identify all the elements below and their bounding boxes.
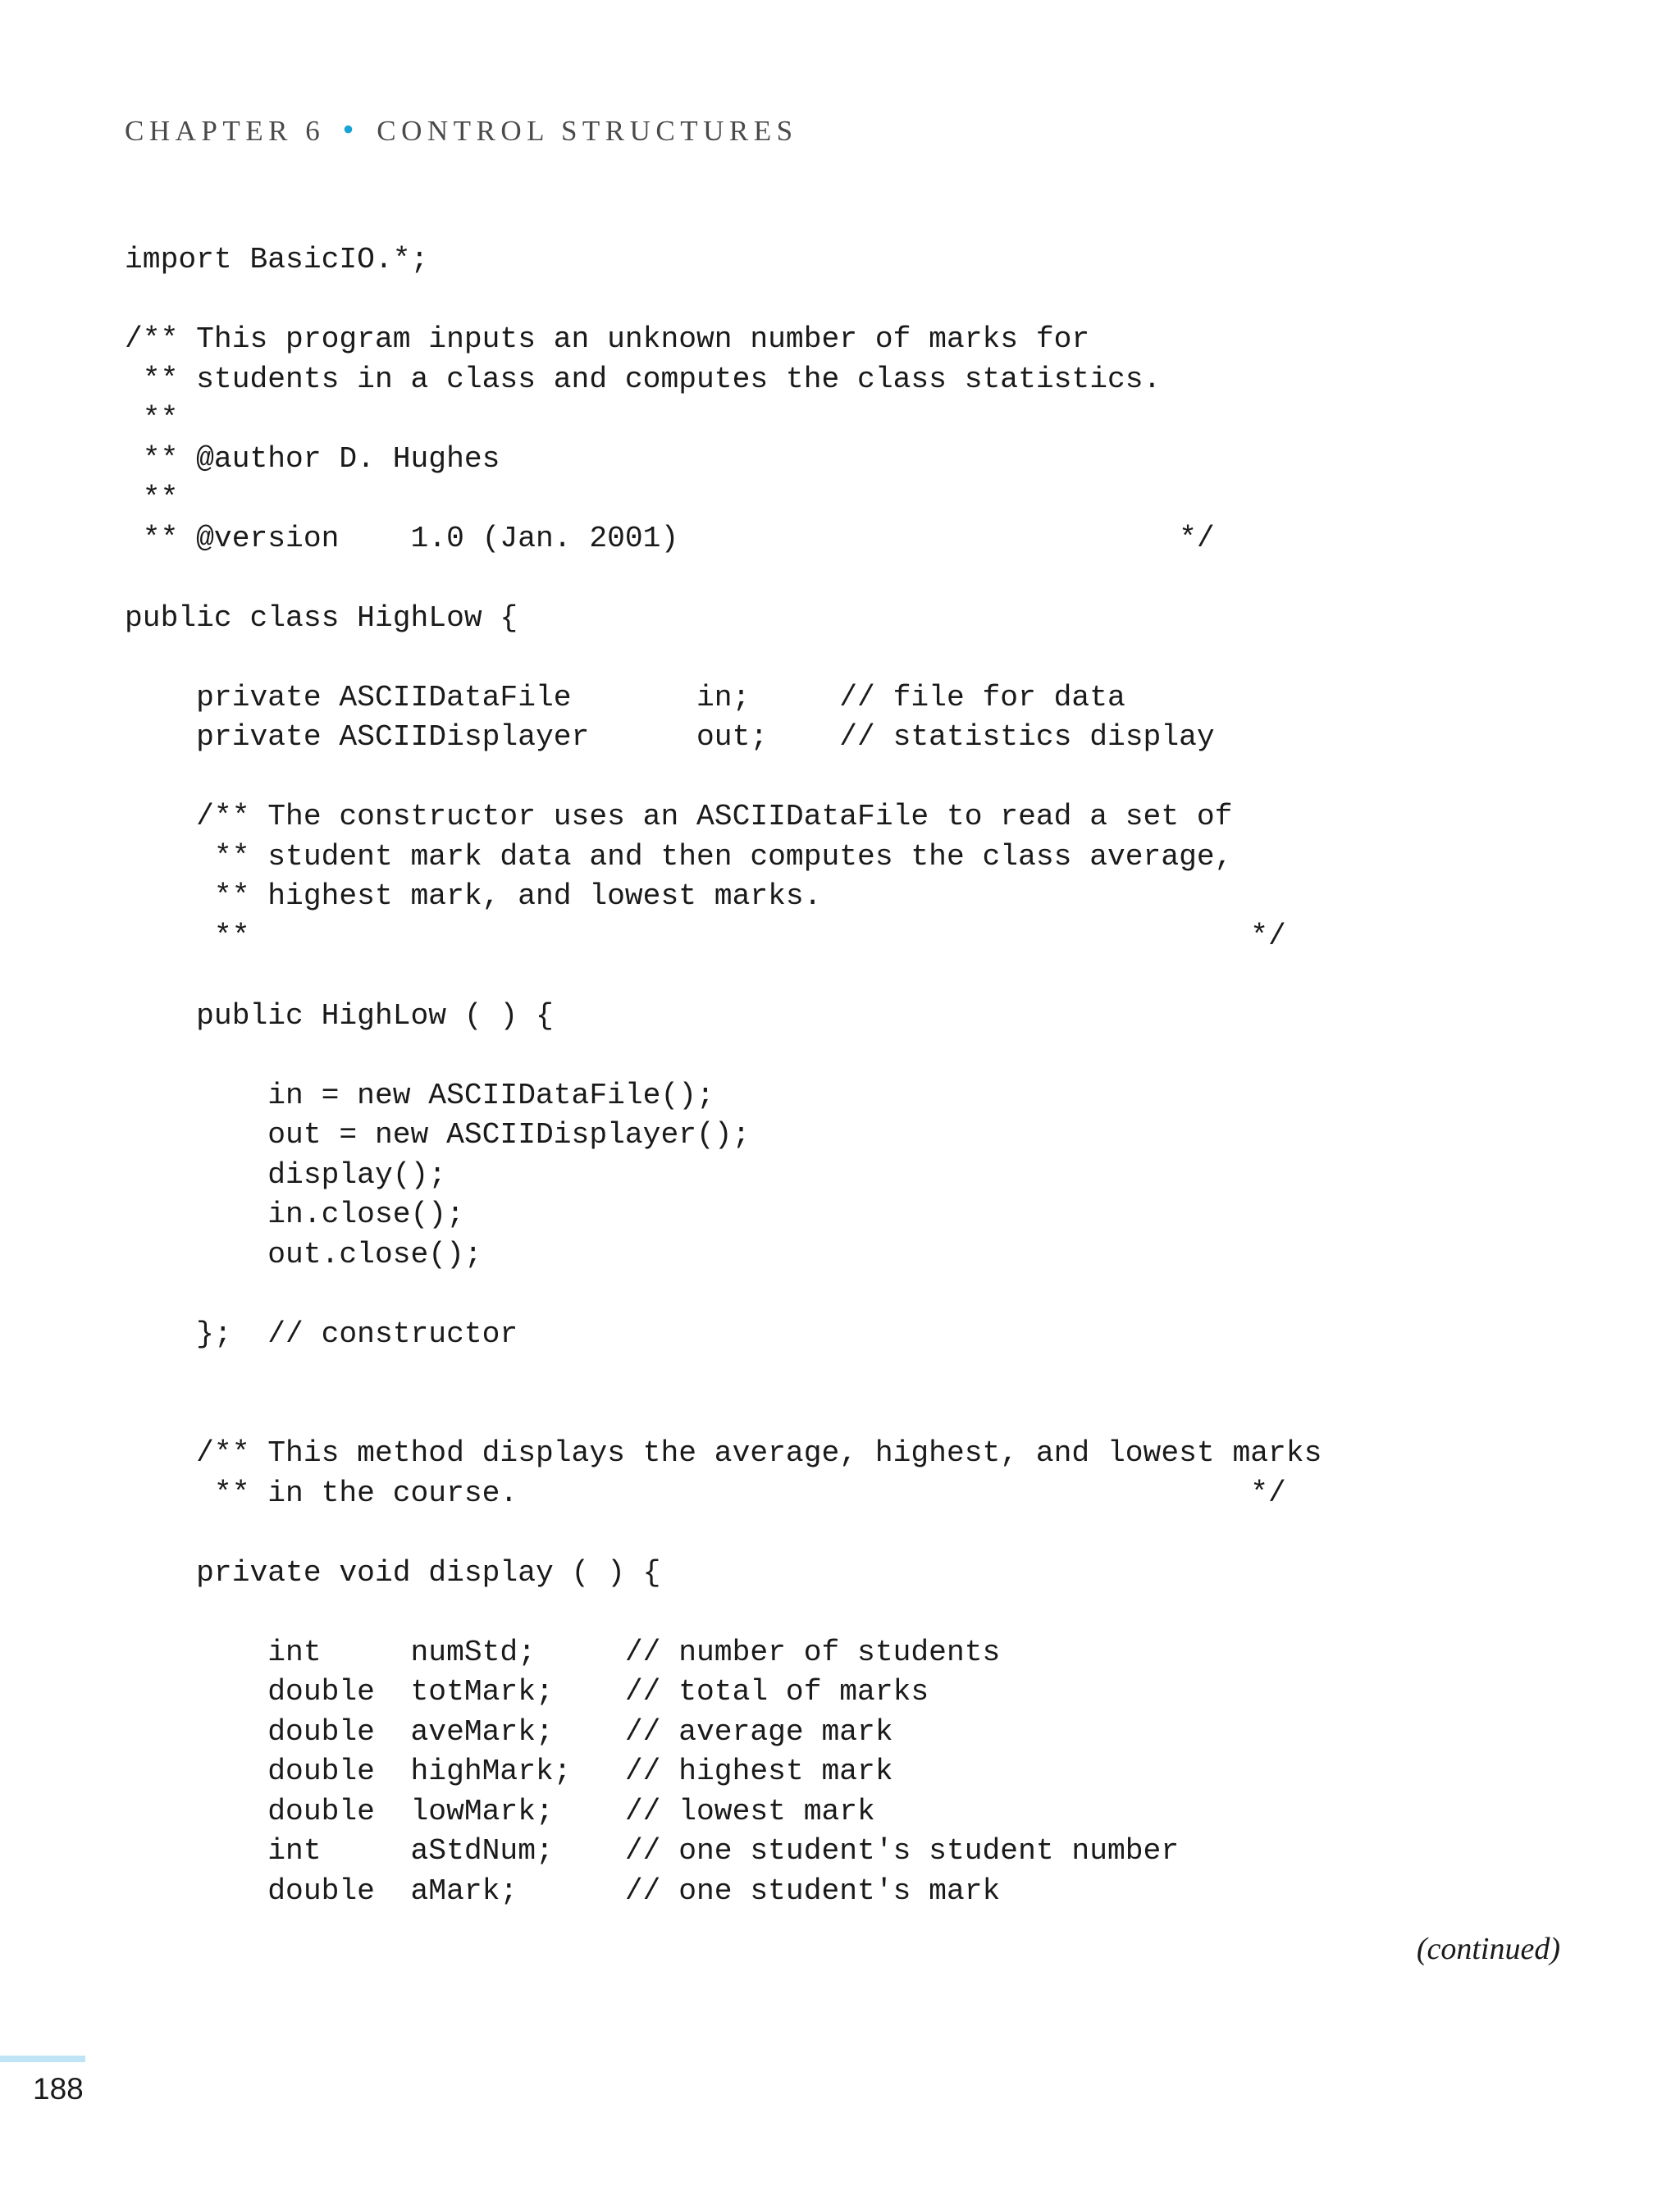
code-line: private void display ( ) { (125, 1555, 661, 1590)
code-line: /** This method displays the average, highest, and lowest marks (125, 1436, 1322, 1470)
chapter-title: CONTROL STRUCTURES (377, 115, 798, 147)
code-line: double totMark; // total of marks (125, 1675, 929, 1709)
code-line: out = new ASCIIDisplayer(); (125, 1118, 751, 1152)
code-line: double lowMark; // lowest mark (125, 1794, 875, 1828)
code-line: private ASCIIDataFile in; // file for data (125, 680, 1125, 714)
code-line (125, 956, 1322, 997)
code-line: double highMark; // highest mark (125, 1755, 893, 1788)
code-line: ** @version 1.0 (Jan. 2001) */ (125, 521, 1215, 555)
code-line: public HighLow ( ) { (125, 998, 554, 1033)
continued-label: (continued) (1416, 1932, 1560, 1966)
code-line (125, 1354, 1322, 1394)
code-line (125, 1036, 1322, 1076)
code-line: private ASCIIDisplayer out; // statistics display (125, 720, 1215, 754)
code-line: in.close(); (125, 1198, 464, 1231)
code-line: ** */ (125, 919, 1286, 953)
code-line: in = new ASCIIDataFile(); (125, 1078, 714, 1112)
code-line (125, 1513, 1322, 1554)
code-line: /** This program inputs an unknown number of marks for (125, 322, 1090, 356)
code-line: ** @author D. Hughes (125, 441, 500, 476)
chapter-label: CHAPTER 6 (125, 115, 326, 147)
code-line: ** highest mark, and lowest marks. (125, 879, 822, 913)
code-line: ** (125, 482, 179, 515)
code-line (125, 1275, 1322, 1315)
code-line: out.close(); (125, 1237, 482, 1271)
code-line: ** in the course. */ (125, 1476, 1286, 1510)
code-line: }; // constructor (125, 1317, 518, 1351)
code-line: int numStd; // number of students (125, 1635, 1001, 1669)
code-line: display(); (125, 1157, 447, 1192)
code-line (125, 638, 1322, 678)
code-line: public class HighLow { (125, 600, 518, 635)
code-line: double aMark; // one student's mark (125, 1874, 1001, 1908)
code-line: int aStdNum; // one student's student number (125, 1834, 1180, 1868)
code-line: ** student mark data and then computes the class average, (125, 839, 1233, 874)
code-listing (125, 240, 1322, 1911)
bullet-separator: • (342, 111, 359, 148)
code-line: ** students in a class and computes the class statistics. (125, 362, 1162, 396)
page-number: 188 (33, 2072, 84, 2106)
code-line: ** (125, 402, 179, 436)
code-line: double aveMark; // average mark (125, 1714, 893, 1749)
code-line (125, 758, 1322, 798)
code-line (125, 281, 1322, 321)
code-line: import BasicIO.*; (125, 243, 429, 276)
running-head (125, 112, 798, 149)
code-line (125, 1593, 1322, 1633)
code-line (125, 1394, 1322, 1435)
folio-rule (0, 2056, 85, 2062)
code-line: /** The constructor uses an ASCIIDataFile to read a set of (125, 800, 1233, 833)
code-line (125, 559, 1322, 599)
